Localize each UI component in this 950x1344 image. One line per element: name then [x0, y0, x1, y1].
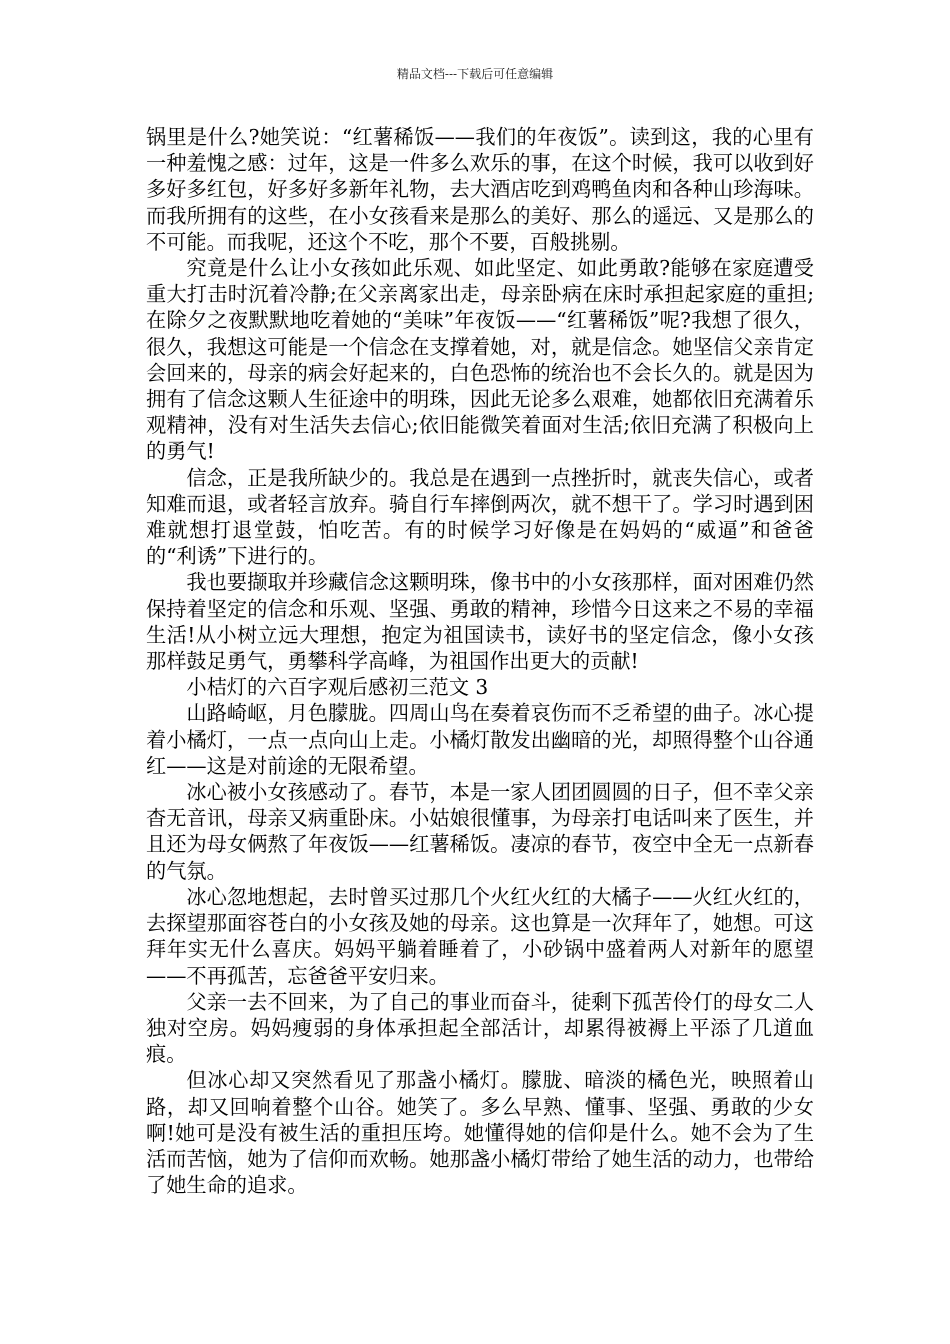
document-body — [146, 124, 814, 1198]
paragraph-1: 锅里是什么?她笑说：“红薯稀饭——我们的年夜饭”。读到这，我的心里有一种羞愧之感：过年，这是一件多么欢乐的事，在这个时候，我可以收到好多好多红包，好多好多新年礼物，去大酒店吃到鸡鸭鱼肉和各种山珍海味。而我所拥有的这些，在小女孩看来是那么的美好、那么的遥远、又是那么的不可能。而我呢，还这个不吃，那个不要，百般挑剔。 — [146, 125, 814, 254]
paragraph-6: 山路崎岖，月色朦胧。四周山鸟在奏着哀伤而不乏希望的曲子。冰心提着小橘灯，一点一点向山上走。小橘灯散发出幽暗的光，却照得整个山谷通红——这是对前途的无限希望。 — [146, 701, 814, 778]
paragraph-10: 但冰心却又突然看见了那盏小橘灯。朦胧、暗淡的橘色光，映照着山路，却又回响着整个山谷。她笑了。多么早熟、懂事、坚强、勇敢的少女啊!她可是没有被生活的重担压垮。她懂得她的信仰是什么。她不会为了生活而苦恼，她为了信仰而欢畅。她那盏小橘灯带给了她生活的动力，也带给了她生命的追求。 — [146, 1068, 814, 1198]
paragraph-3: 信念，正是我所缺少的。我总是在遇到一点挫折时，就丧失信心，或者知难而退，或者轻言放弃。骑自行车摔倒两次，就不想干了。学习时遇到困难就想打退堂鼓，怕吃苦。有的时候学习好像是在妈妈的“威逼”和爸爸的“利诱”下进行的。 — [146, 465, 814, 569]
paragraph-7: 冰心被小女孩感动了。春节，本是一家人团团圆圆的日子，但不幸父亲杳无音讯，母亲又病重卧床。小姑娘很懂事，为母亲打电话叫来了医生，并且还为母女俩熬了年夜饭——红薯稀饭。凄凉的春节，夜空中全无一点新春的气氛。 — [146, 780, 814, 883]
paragraph-8: 冰心忽地想起，去时曾买过那几个火红火红的大橘子——火红火红的，去探望那面容苍白的小女孩及她的母亲。这也算是一次拜年了，她想。可这拜年实无什么喜庆。妈妈平躺着睡着了，小砂锅中盛着两人对新年的愿望——不再孤苦，忘爸爸平安归来。 — [146, 884, 814, 988]
section-heading: 小桔灯的六百字观后感初三范文 3 — [186, 675, 489, 700]
paragraph-4: 我也要撷取并珍藏信念这颗明珠，像书中的小女孩那样，面对困难仍然保持着坚定的信念和乐观、坚强、勇敢的精神，珍惜今日这来之不易的幸福生活!从小树立远大理想，抱定为祖国读书，读好书的坚定信念，像小女孩那样鼓足勇气，勇攀科学高峰，为祖国作出更大的贡献! — [146, 570, 814, 674]
page-header: 精品文档---下载后可任意编辑 — [396, 67, 554, 81]
paragraph-9: 父亲一去不回来，为了自己的事业而奋斗，徒剩下孤苦伶仃的母女二人独对空房。妈妈瘦弱的身体承担起全部活计，却累得被褥上平添了几道血痕。 — [146, 989, 814, 1067]
paragraph-2: 究竟是什么让小女孩如此乐观、如此坚定、如此勇敢?能够在家庭遭受重大打击时沉着冷静;在父亲离家出走，母亲卧病在床时承担起家庭的重担;在除夕之夜默默地吃着她的“美味”年夜饭——“红薯稀饭”呢?我想了很久，很久，我想这可能是一个信念在支撑着她，对，就是信念。她坚信父亲肯定会回来的，母亲的病会好起来的，白色恐怖的统治也不会长久的。就是因为拥有了信念这颗人生征途中的明珠，因此无论多么艰难，她都依旧充满着乐观精神，没有对生活失去信心;依旧能微笑着面对生活;依旧充满了积极向上的勇气! — [146, 256, 814, 464]
